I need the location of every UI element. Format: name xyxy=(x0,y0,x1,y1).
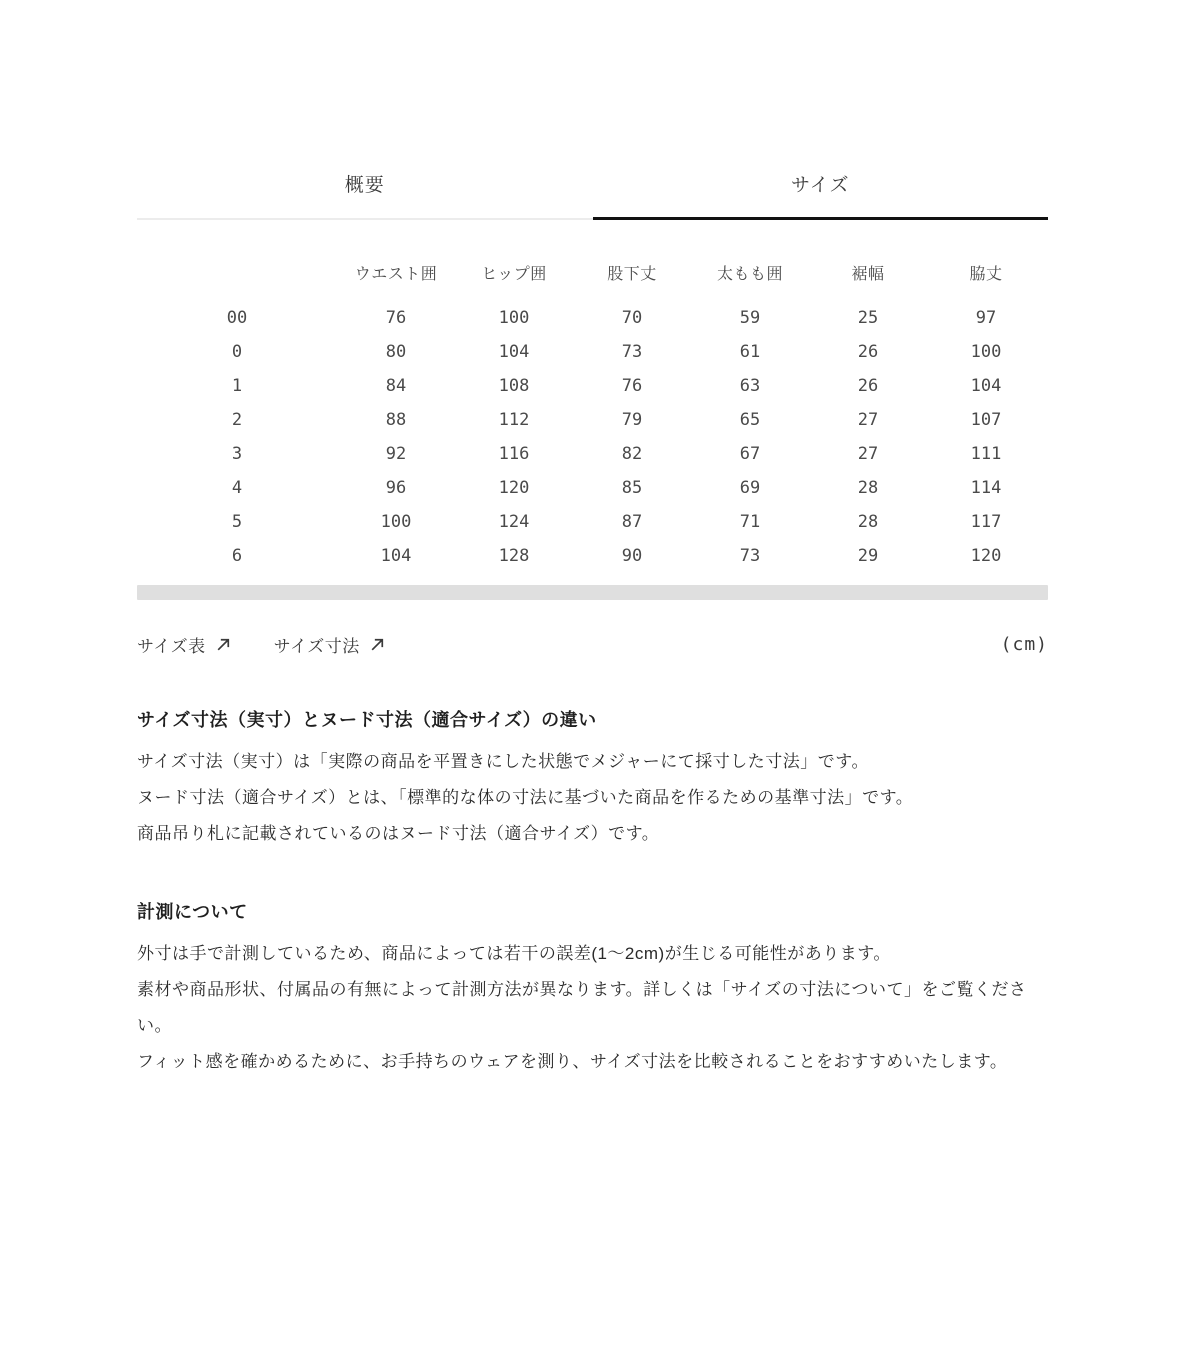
size-value-cell: 71 xyxy=(739,512,761,532)
column-header: 脇丈 xyxy=(969,265,1003,283)
size-value-cell: 112 xyxy=(498,410,530,430)
size-value-cell: 120 xyxy=(498,478,530,498)
size-value-cell: 28 xyxy=(857,512,879,532)
section-paragraph: 商品吊り札に記載されているのはヌード寸法（適合サイズ）です。 xyxy=(137,824,660,843)
size-value-cell: 73 xyxy=(739,546,761,566)
size-label: 5 xyxy=(231,512,243,532)
size-value-cell: 88 xyxy=(385,410,407,430)
size-table-row xyxy=(137,301,1048,335)
section-heading: サイズ寸法（実寸）とヌード寸法（適合サイズ）の違い xyxy=(137,710,597,730)
size-value-cell: 27 xyxy=(857,444,879,464)
size-table-row xyxy=(137,437,1048,471)
size-value-cell: 80 xyxy=(385,342,407,362)
size-label: 0 xyxy=(231,342,243,362)
info-section xyxy=(137,706,1048,852)
size-value-cell: 90 xyxy=(621,546,643,566)
section-heading: 計測について xyxy=(137,902,248,922)
size-value-cell: 27 xyxy=(857,410,879,430)
size-table-row xyxy=(137,335,1048,369)
size-value-cell: 100 xyxy=(380,512,412,532)
size-table-row xyxy=(137,369,1048,403)
section-paragraph: サイズ寸法（実寸）は「実際の商品を平置きにした状態でメジャーにて採寸した寸法」です。 xyxy=(137,752,869,771)
column-header: ウエスト囲 xyxy=(354,265,438,283)
size-label: 2 xyxy=(231,410,243,430)
info-section xyxy=(137,898,1048,1080)
size-table-row xyxy=(137,505,1048,539)
size-value-cell: 79 xyxy=(621,410,643,430)
size-value-cell: 87 xyxy=(621,512,643,532)
size-value-cell: 100 xyxy=(970,342,1002,362)
size-table-body xyxy=(137,301,1048,573)
size-value-cell: 120 xyxy=(970,546,1002,566)
size-value-cell: 114 xyxy=(970,478,1002,498)
size-value-cell: 26 xyxy=(857,342,879,362)
size-value-cell: 85 xyxy=(621,478,643,498)
size-label: 00 xyxy=(226,308,248,328)
size-value-cell: 29 xyxy=(857,546,879,566)
size-value-cell: 92 xyxy=(385,444,407,464)
tab-bar xyxy=(137,160,1048,220)
column-header: 裾幅 xyxy=(851,265,885,283)
size-value-cell: 100 xyxy=(498,308,530,328)
column-header: ヒップ囲 xyxy=(481,265,547,283)
tab-overview-label: 概要 xyxy=(344,175,385,196)
tab-overview[interactable] xyxy=(137,160,593,220)
size-table-header-row xyxy=(137,260,1048,284)
size-value-cell: 69 xyxy=(739,478,761,498)
size-value-cell: 25 xyxy=(857,308,879,328)
size-value-cell: 76 xyxy=(621,376,643,396)
size-value-cell: 26 xyxy=(857,376,879,396)
info-sections xyxy=(137,706,1048,1080)
link-size-measurements[interactable] xyxy=(274,632,386,657)
size-value-cell: 65 xyxy=(739,410,761,430)
size-value-cell: 116 xyxy=(498,444,530,464)
size-value-cell: 104 xyxy=(380,546,412,566)
size-value-cell: 59 xyxy=(739,308,761,328)
tab-size[interactable] xyxy=(593,160,1049,220)
section-paragraph: 素材や商品形状、付属品の有無によって計測方法が異なります。詳しくは「サイズの寸法について」をご覧ください。 xyxy=(137,980,1027,1035)
size-value-cell: 82 xyxy=(621,444,643,464)
section-paragraph: 外寸は手で計測しているため、商品によっては若干の誤差(1〜2cm)が生じる可能性があります。 xyxy=(137,944,891,963)
size-value-cell: 70 xyxy=(621,308,643,328)
size-value-cell: 28 xyxy=(857,478,879,498)
size-value-cell: 108 xyxy=(498,376,530,396)
external-link-arrow-icon xyxy=(369,636,386,653)
size-value-cell: 111 xyxy=(970,444,1002,464)
size-value-cell: 73 xyxy=(621,342,643,362)
size-table xyxy=(137,260,1048,573)
size-table-row xyxy=(137,403,1048,437)
tab-size-label: サイズ xyxy=(791,175,850,196)
horizontal-scrollbar-track[interactable] xyxy=(137,585,1048,600)
size-value-cell: 97 xyxy=(975,308,997,328)
section-paragraph: ヌード寸法（適合サイズ）とは、「標準的な体の寸法に基づいた商品を作るための基準寸法」です。 xyxy=(137,788,914,807)
link-size-measurements-label: サイズ寸法 xyxy=(273,637,360,656)
size-guide-page xyxy=(137,160,1048,1080)
link-size-chart[interactable] xyxy=(137,632,232,657)
link-size-chart-label: サイズ表 xyxy=(137,637,206,656)
size-value-cell: 76 xyxy=(385,308,407,328)
column-header: 股下丈 xyxy=(607,265,657,283)
size-table-row xyxy=(137,539,1048,573)
unit-label: (cm) xyxy=(1000,634,1048,655)
size-label: 6 xyxy=(231,546,243,566)
section-paragraph: フィット感を確かめるために、お手持ちのウェアを測り、サイズ寸法を比較されることをおすすめいたします。 xyxy=(137,1052,1008,1071)
size-label: 4 xyxy=(231,478,243,498)
size-value-cell: 104 xyxy=(498,342,530,362)
size-value-cell: 96 xyxy=(385,478,407,498)
size-value-cell: 104 xyxy=(970,376,1002,396)
size-value-cell: 128 xyxy=(498,546,530,566)
size-value-cell: 67 xyxy=(739,444,761,464)
size-label: 1 xyxy=(231,376,243,396)
size-value-cell: 117 xyxy=(970,512,1002,532)
external-link-arrow-icon xyxy=(215,636,232,653)
size-value-cell: 63 xyxy=(739,376,761,396)
column-header: 太もも囲 xyxy=(716,265,783,283)
size-value-cell: 84 xyxy=(385,376,407,396)
size-value-cell: 124 xyxy=(498,512,530,532)
size-value-cell: 61 xyxy=(739,342,761,362)
size-table-row xyxy=(137,471,1048,505)
links-row xyxy=(137,632,1048,657)
size-label: 3 xyxy=(231,444,243,464)
size-value-cell: 107 xyxy=(970,410,1002,430)
